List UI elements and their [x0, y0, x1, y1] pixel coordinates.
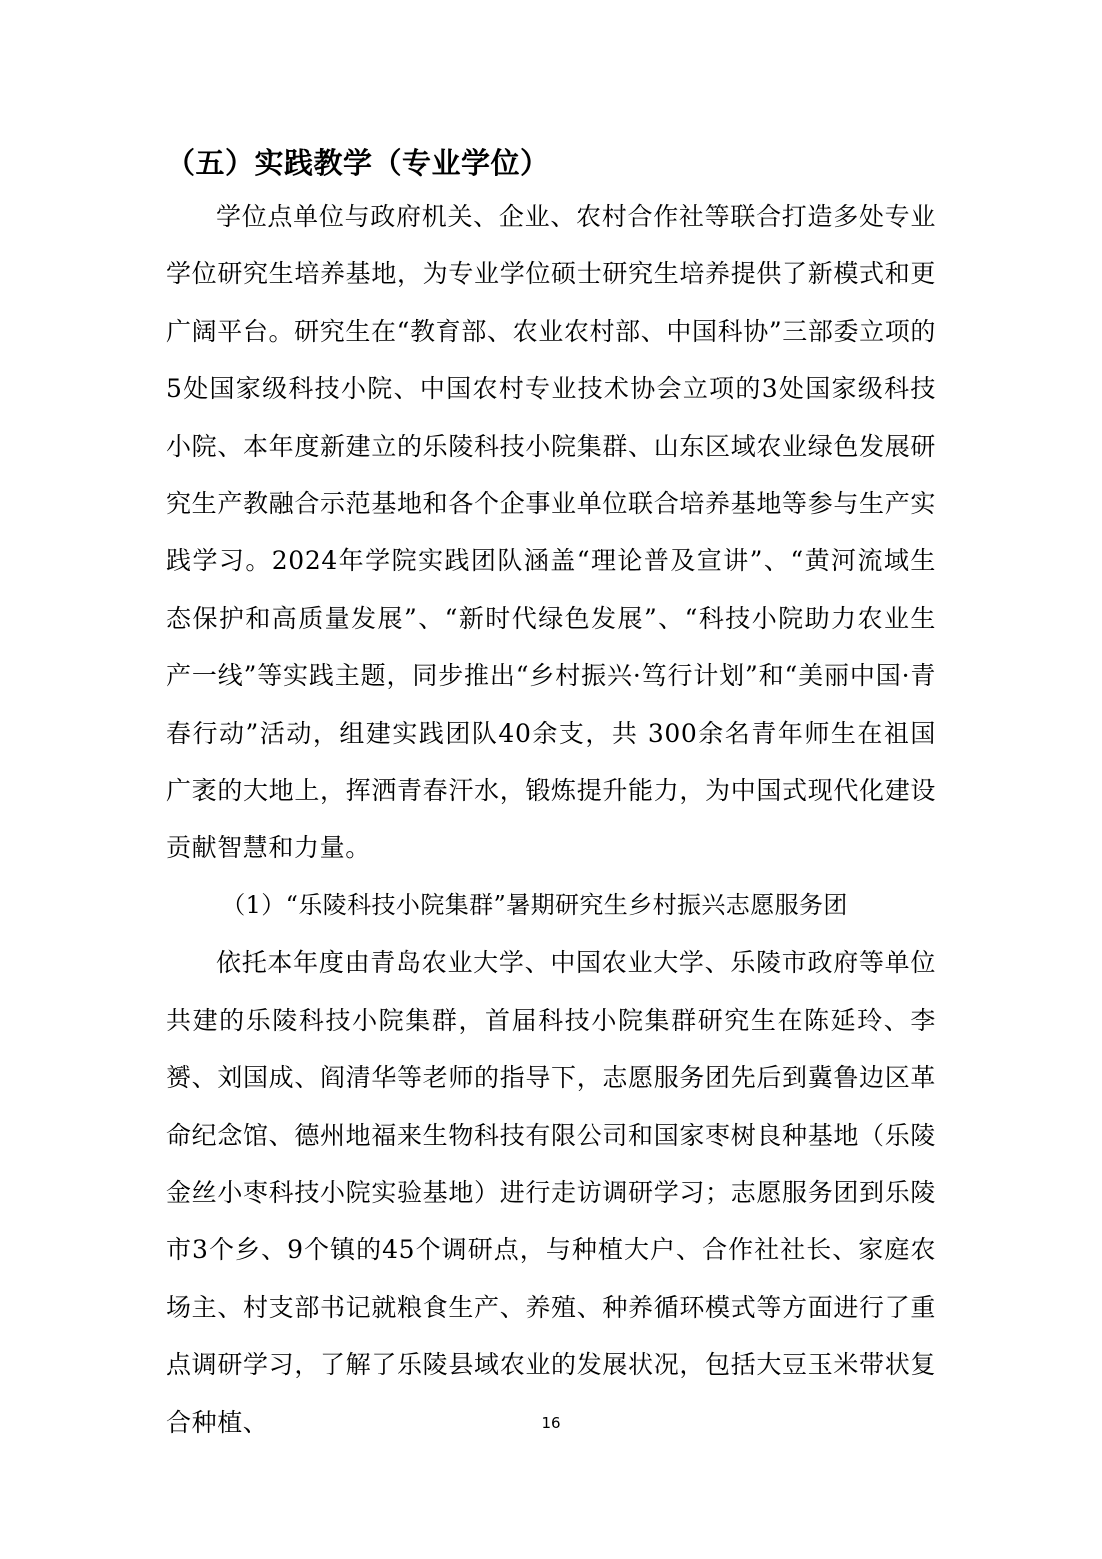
- page-content: [166, 140, 936, 1451]
- subsection-heading: （1）“乐陵科技小院集群”暑期研究生乡村振兴志愿服务团: [221, 890, 848, 919]
- body-paragraph-leling-service-team: 依托本年度由青岛农业大学、中国农业大学、乐陵市政府等单位共建的乐陵科技小院集群，首届科技小院集群研究生在陈延玲、李赟、刘国成、阎清华等老师的指导下，志愿服务团先后到冀鲁边区革命纪念馆、德州地福来生物科技有限公司和国家枣树良种基地（乐陵金丝小枣科技小院实验基地）进行走访调研学习；志愿服务团到乐陵市3个乡、9个镇的45个调研点，与种植大户、合作社社长、家庭农场主、村支部书记就粮食生产、养殖、种养循环模式等方面进行了重点调研学习，了解了乐陵县域农业的发展状况，包括大豆玉米带状复合种植、: [166, 948, 936, 1437]
- page-number: 16: [541, 1414, 561, 1432]
- section-title: （五）实践教学（专业学位）: [166, 146, 550, 180]
- body-paragraph-practice-teaching: 学位点单位与政府机关、企业、农村合作社等联合打造多处专业学位研究生培养基地，为专业学位硕士研究生培养提供了新模式和更广阔平台。研究生在“教育部、农业农村部、中国科协”三部委立项的5处国家级科技小院、中国农村专业技术协会立项的3处国家级科技小院、本年度新建立的乐陵科技小院集群、山东区域农业绿色发展研究生产教融合示范基地和各个企事业单位联合培养基地等参与生产实践学习。2024年学院实践团队涵盖“理论普及宣讲”、“黄河流域生态保护和高质量发展”、“新时代绿色发展”、“科技小院助力农业生产一线”等实践主题，同步推出“乡村振兴·笃行计划”和“美丽中国·青春行动”活动，组建实践团队40余支，共 300余名青年师生在祖国广袤的大地上，挥洒青春汗水，锻炼提升能力，为中国式现代化建设贡献智慧和力量。: [166, 202, 936, 863]
